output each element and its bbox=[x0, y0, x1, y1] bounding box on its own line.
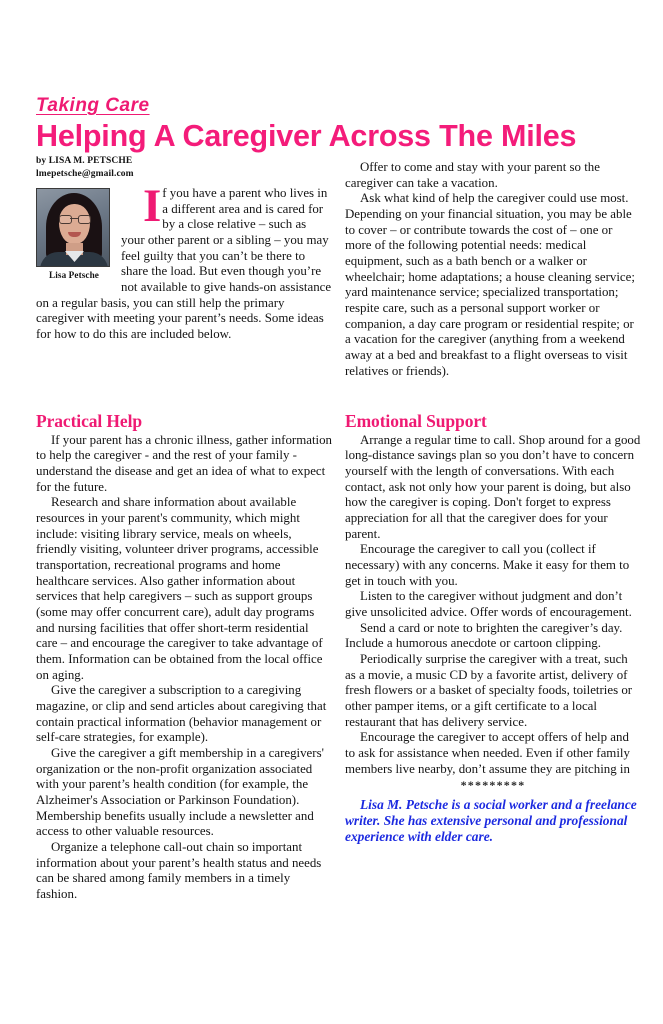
glasses-right-lens-icon bbox=[78, 215, 91, 224]
section-divider-asterisks: ********* bbox=[460, 778, 526, 793]
paragraph: Send a card or note to brighten the caregiver’s day. Include a humorous anecdote or cartoon clipping. bbox=[345, 620, 623, 651]
face-shape bbox=[59, 204, 90, 244]
byline bbox=[36, 155, 134, 180]
section-heading-practical-help: Practical Help bbox=[36, 411, 142, 431]
paragraph: If your parent has a chronic illness, gather information to help the caregiver - and the rest of your family - understand the disease and get an idea of what to expect for the future. bbox=[36, 432, 332, 494]
paragraph: Arrange a regular time to call. Shop around for a good long-distance savings plan so you don’t have to concern yourself with the length of conversations. With each contact, ask not only how your parent is doing, but also how the caregiver is coping. Don't forget to express appreciation for all that the caregiver does for your parent. bbox=[345, 432, 641, 541]
paragraph: Ask what kind of help the caregiver could use most. Depending on your financial situation, you may be able to cover – or contribute towards the cost of – one or more of the following potential needs: medical equipment, such as a bath bench or a walker or wheelchair; home adaptations; a house cleaning service; yard maintenance service; specialized transportation; respite care, such as a personal support worker or companion, a day care program or residential respite; or a vacation for the caregiver (anything from a weekend away at a bed and breakfast to a flight overseas to visit relatives or friends). bbox=[345, 191, 635, 378]
paragraph: Organize a telephone call-out chain so important information about your parent’s health status and needs can be shared among family members in a timely fashion. bbox=[36, 840, 322, 902]
right-column-intro bbox=[345, 160, 641, 379]
paragraph: Research and share information about available resources in your parent's community, which might include: visiting library service, meals on wheels, friendly visiting, volunteer driver programs, accessible transportation, recreational programs and home healthcare services. Also gather information about services that help caregivers – such as support groups (some may offer concurrent care), adult day programs and nursing facilities that offer short-term residential care – and encourage the caregiver to take advantage of them. Information can be obtained from the local office on aging. bbox=[36, 495, 323, 682]
paragraph: Listen to the caregiver without judgment and don’t give unsolicited advice. Offer words of encouragement. bbox=[345, 589, 632, 619]
glasses-left-lens-icon bbox=[59, 215, 72, 224]
author-bio: Lisa M. Petsche is a social worker and a freelance writer. She has extensive personal and professional experience with elder care. bbox=[345, 796, 637, 845]
glasses-bridge-icon bbox=[70, 218, 78, 219]
masthead bbox=[36, 96, 636, 153]
paragraph: Give the caregiver a subscription to a caregiving magazine, or clip and send articles about caregiving that contain practical information (behavior management or self-care strategies, for example). bbox=[36, 683, 327, 745]
author-portrait-figure bbox=[36, 188, 112, 281]
intro-body-text: f you have a parent who lives in a different area and is cared for by a close relative – such as your other parent or a sibling – you may feel guilty that you can’t be there to share the load. But even though you’re not available to give hands-on assistance on a regular basis, you can still help the primary caregiver with meeting your parent’s needs. Some ideas for how to do this are included below. bbox=[36, 186, 332, 342]
paragraph: Encourage the caregiver to accept offers of help and to ask for assistance when needed. Even if other family members live nearby, don’t assume they are pitching in bbox=[345, 730, 630, 776]
section-heading-emotional-support: Emotional Support bbox=[345, 411, 487, 431]
paragraph: Periodically surprise the caregiver with a treat, such as a movie, a music CD by a favorite artist, delivery of fresh flowers or a basket of specialty foods, toiletries or other pamper items, or a gift certificate to a local restaurant that has delivery service. bbox=[345, 652, 633, 729]
page-title: Helping A Caregiver Across The Miles bbox=[36, 119, 577, 153]
byline-email: lmepetsche@gmail.com bbox=[36, 168, 134, 179]
section-practical-help bbox=[36, 412, 332, 903]
paragraph: Offer to come and stay with your parent so the caregiver can take a vacation. bbox=[345, 160, 600, 190]
portrait-caption: Lisa Petsche bbox=[49, 270, 99, 280]
paragraph: Encourage the caregiver to call you (collect if necessary) with any concerns. Make it easy for them to get in touch with you. bbox=[345, 542, 630, 588]
byline-author: by LISA M. PETSCHE bbox=[36, 156, 133, 166]
left-column-intro bbox=[36, 180, 332, 343]
headshot-photo bbox=[36, 188, 110, 267]
column-kicker: Taking Care bbox=[36, 95, 150, 116]
paragraph: Give the caregiver a gift membership in a caregivers' organization or the non-profit organization associated with your parent’s health condition (for example, the Alzheimer's Association or Parkinson Foundation). Membership benefits usually include a newsletter and access to other valuable resources. bbox=[36, 746, 324, 839]
drop-cap: I bbox=[143, 180, 162, 232]
section-emotional-support bbox=[345, 412, 641, 846]
